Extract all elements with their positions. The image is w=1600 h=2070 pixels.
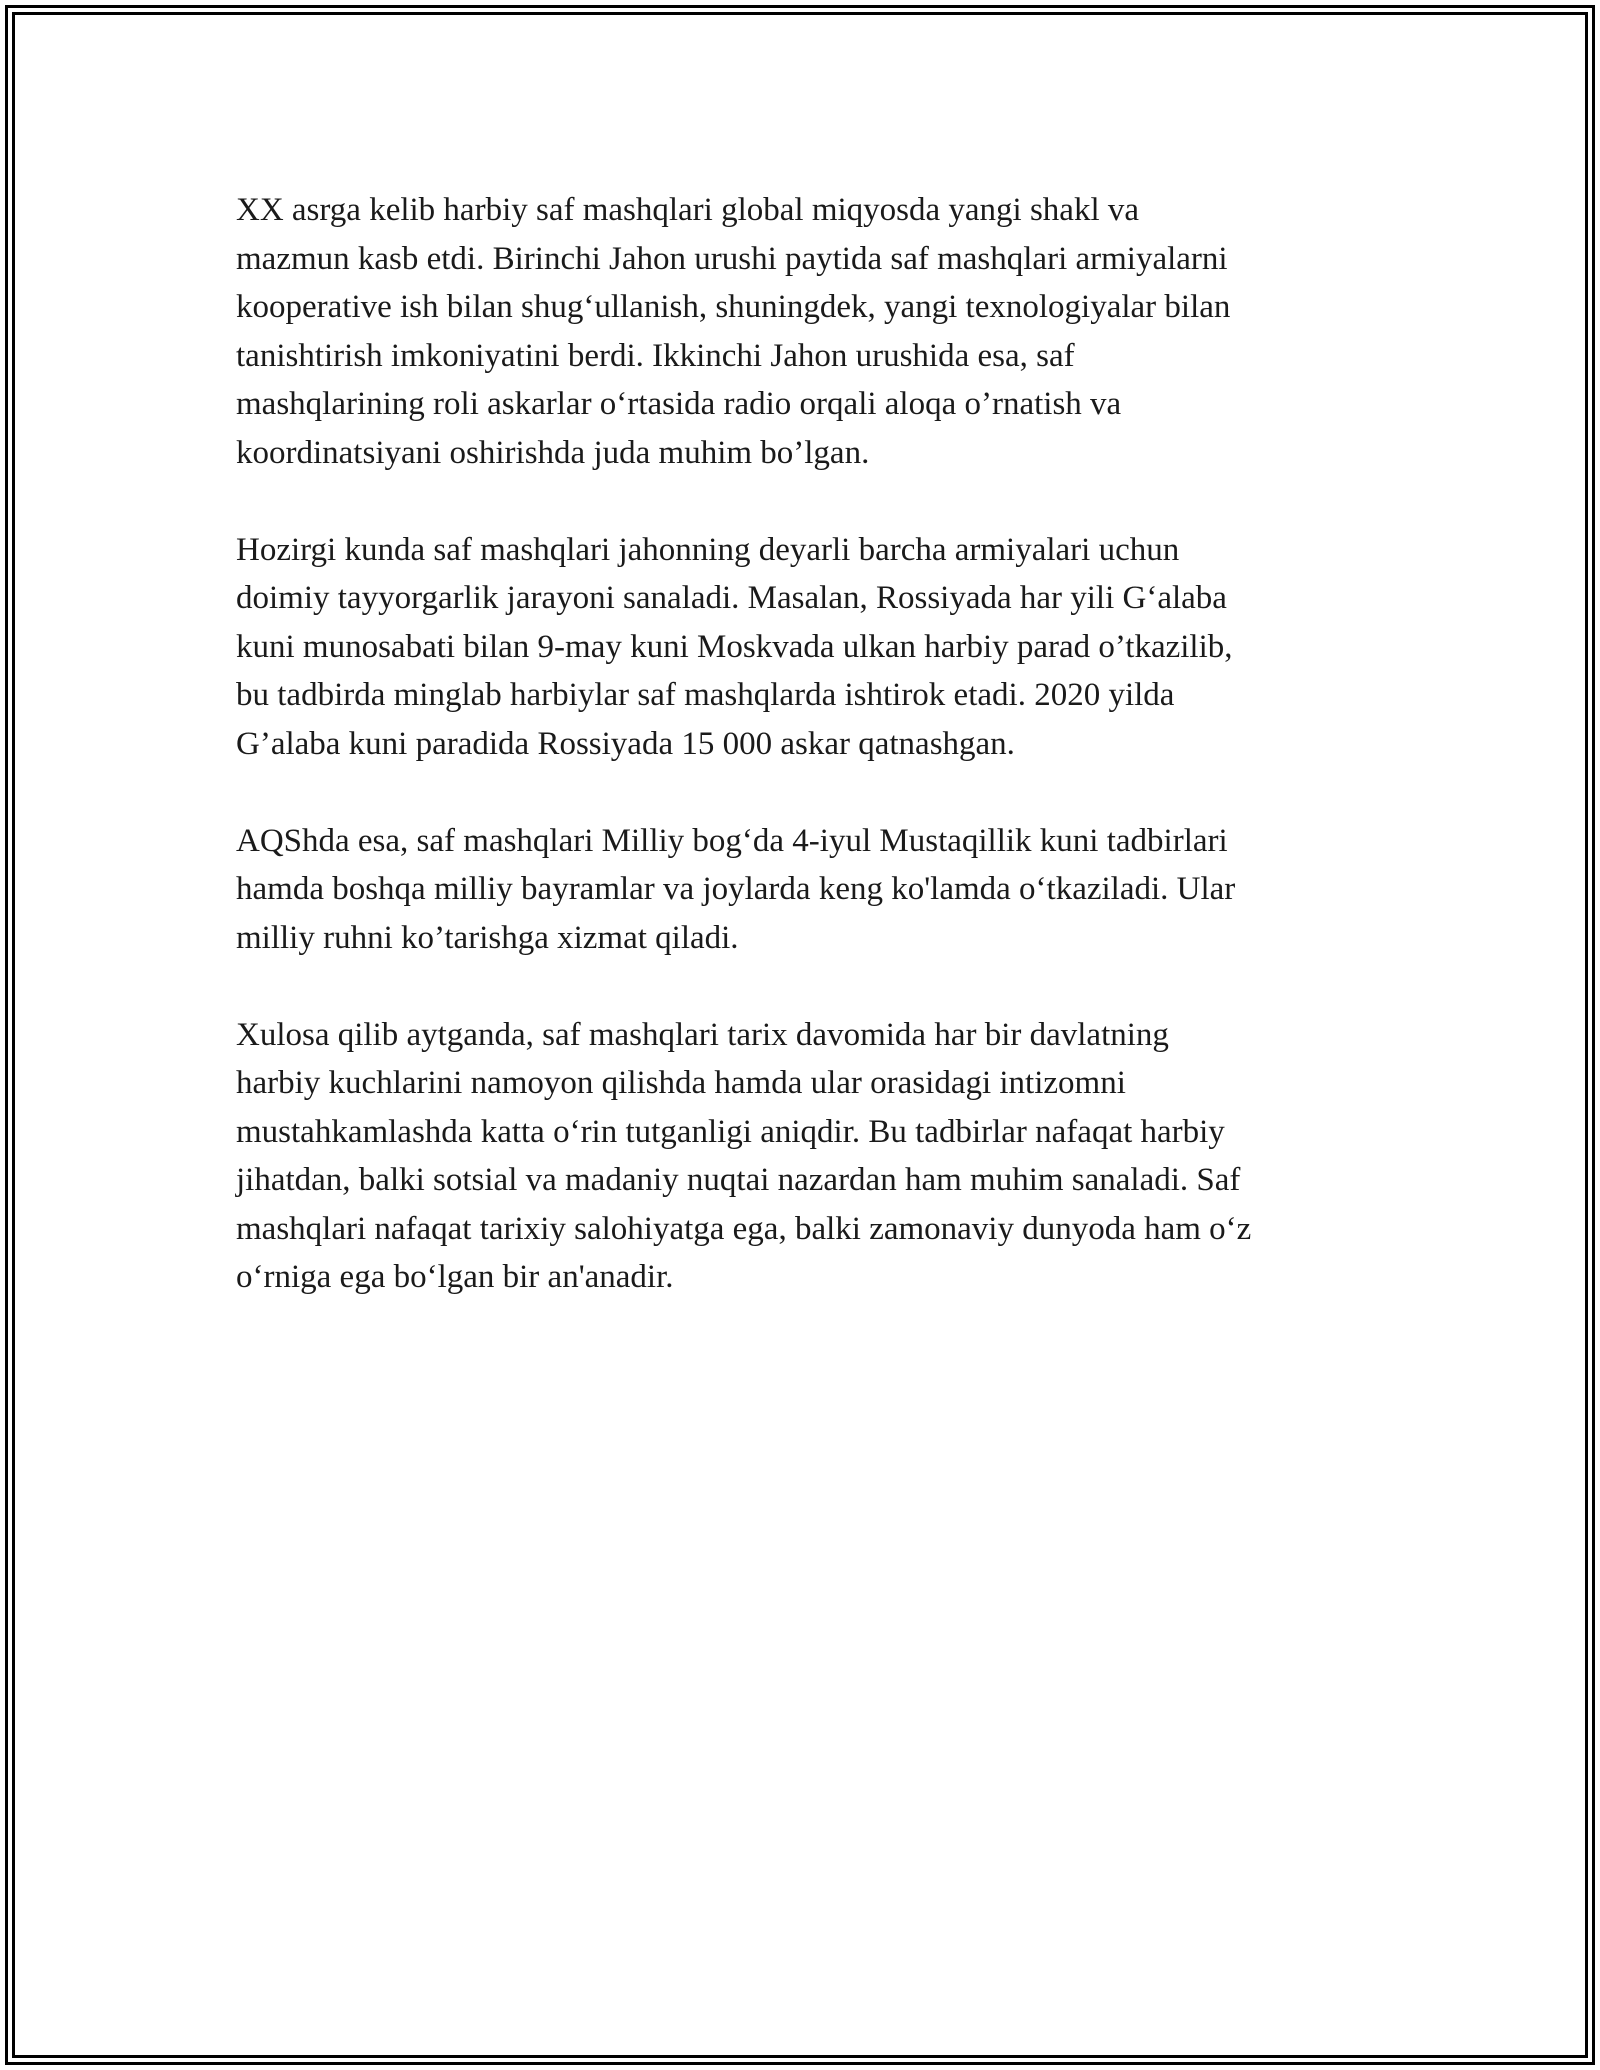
paragraph-3: AQShda esa, saf mashqlari Milliy bog‘da 4-iyul Mustaqillik kuni tadbirlari hamda boshqa milliy bayramlar va joylarda keng ko'lamda o‘tkaziladi. Ular milliy ruhni ko’tarishga xizmat qiladi. [236, 822, 1236, 956]
document-body [236, 186, 1386, 1350]
paragraph-1: XX asrga kelib harbiy saf mashqlari global miqyosda yangi shakl va mazmun kasb etdi. Birinchi Jahon urushi paytida saf mashqlari armiyalarni kooperative ish bilan shug‘ullanish, shuningdek, yangi texnologiyalar bilan tanishtirish imkoniyatini berdi. Ikkinchi Jahon urushida esa, saf mashqlarining roli askarlar o‘rtasida radio orqali aloqa o’rnatish va koordinatsiyani oshirishda juda muhim bo’lgan. [236, 192, 1231, 471]
paragraph-2: Hozirgi kunda saf mashqlari jahonning deyarli barcha armiyalari uchun doimiy tayyorgarlik jarayoni sanaladi. Masalan, Rossiyada har yili G‘alaba kuni munosabati bilan 9-may kuni Moskvada ulkan harbiy parad o’tkazilib, bu tadbirda minglab harbiylar saf mashqlarda ishtirok etadi. 2020 yilda G’alaba kuni paradida Rossiyada 15 000 askar qatnashgan. [236, 531, 1233, 762]
paragraph-4: Xulosa qilib aytganda, saf mashqlari tarix davomida har bir davlatning harbiy kuchlarini namoyon qilishda hamda ular orasidagi intizomni mustahkamlashda katta o‘rin tutganligi aniqdir. Bu tadbirlar nafaqat harbiy jihatdan, balki sotsial va madaniy nuqtai nazardan ham muhim sanaladi. Saf mashqlari nafaqat tarixiy salohiyatga ega, balki zamonaviy dunyoda ham o‘z o‘rniga ega bo‘lgan bir an'anadir. [236, 1016, 1252, 1295]
